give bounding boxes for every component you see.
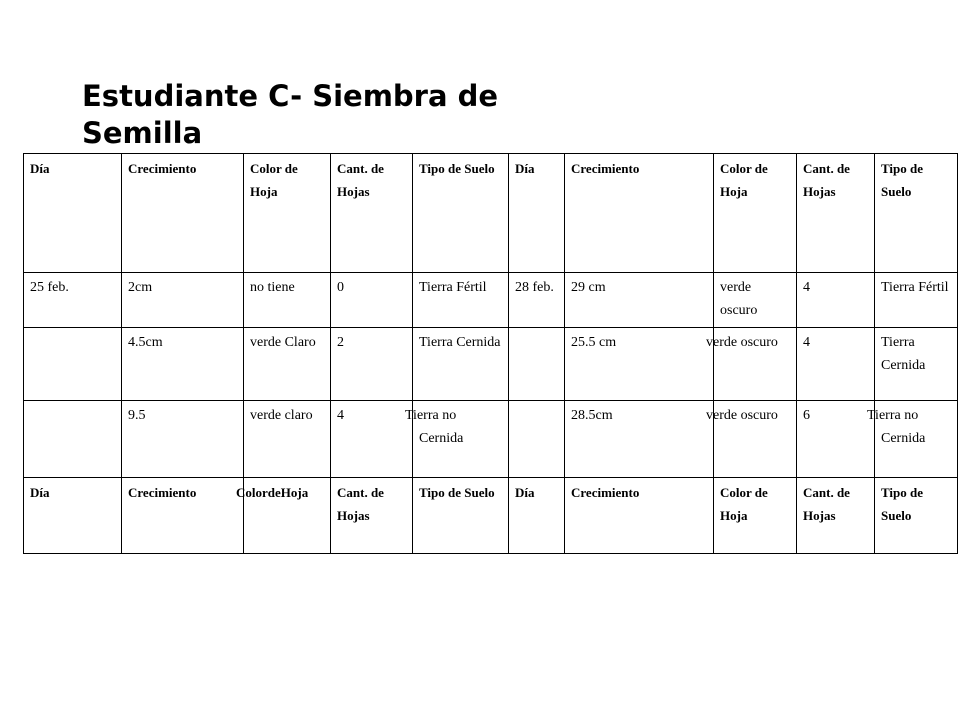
header-cell: Cant. de Hojas [797, 154, 875, 273]
table-cell: Tierra Fértil [413, 273, 509, 328]
table-cell [509, 328, 565, 401]
footer-row [24, 478, 958, 554]
footer-cell: Crecimiento [565, 478, 714, 554]
table-cell: verde oscuro [714, 328, 797, 401]
footer-cell: Color de Hoja [714, 478, 797, 554]
table-cell: verde oscuro [714, 273, 797, 328]
footer-cell: Tipo de Suelo [875, 478, 958, 554]
table-cell: 9.5 [122, 401, 244, 478]
header-cell: Tipo de Suelo [875, 154, 958, 273]
header-cell: Color de Hoja [714, 154, 797, 273]
footer-cell: Cant. de Hojas [797, 478, 875, 554]
table-cell: verde oscuro [714, 401, 797, 478]
table-row [24, 401, 958, 478]
table-cell: 25.5 cm [565, 328, 714, 401]
table-cell: Tierra Cernida [875, 328, 958, 401]
footer-cell: Día [509, 478, 565, 554]
footer-cell: Crecimiento [122, 478, 244, 554]
table-cell: 4 [797, 328, 875, 401]
table-cell: 25 feb. [24, 273, 122, 328]
table-cell: 2 [331, 328, 413, 401]
page-title: Estudiante C- Siembra de Semilla [82, 79, 499, 150]
header-cell: Tipo de Suelo [413, 154, 509, 273]
header-row [24, 154, 958, 273]
table-cell [24, 328, 122, 401]
table-cell: 2cm [122, 273, 244, 328]
footer-cell: ColordeHoja [244, 478, 331, 554]
table-cell: Tierra no Cernida [875, 401, 958, 478]
planting-table [23, 153, 958, 554]
table-cell [24, 401, 122, 478]
table-cell: 4 [797, 273, 875, 328]
table-cell: 4.5cm [122, 328, 244, 401]
table-cell: 28.5cm [565, 401, 714, 478]
table-row [24, 328, 958, 401]
footer-cell: Día [24, 478, 122, 554]
footer-cell: Cant. de Hojas [331, 478, 413, 554]
header-cell: Crecimiento [565, 154, 714, 273]
table-row [24, 273, 958, 328]
header-cell: Cant. de Hojas [331, 154, 413, 273]
table-cell: no tiene [244, 273, 331, 328]
table-cell: 6 [797, 401, 875, 478]
table-cell: 29 cm [565, 273, 714, 328]
table-cell: 4 [331, 401, 413, 478]
table-cell: Tierra Fértil [875, 273, 958, 328]
footer-cell: Tipo de Suelo [413, 478, 509, 554]
table-cell: Tierra no Cernida [413, 401, 509, 478]
table-cell: Tierra Cernida [413, 328, 509, 401]
table-cell: verde Claro [244, 328, 331, 401]
table-cell [509, 401, 565, 478]
table-cell: 0 [331, 273, 413, 328]
header-cell: Día [24, 154, 122, 273]
table-cell: 28 feb. [509, 273, 565, 328]
header-cell: Color de Hoja [244, 154, 331, 273]
header-cell: Día [509, 154, 565, 273]
header-cell: Crecimiento [122, 154, 244, 273]
table-cell: verde claro [244, 401, 331, 478]
